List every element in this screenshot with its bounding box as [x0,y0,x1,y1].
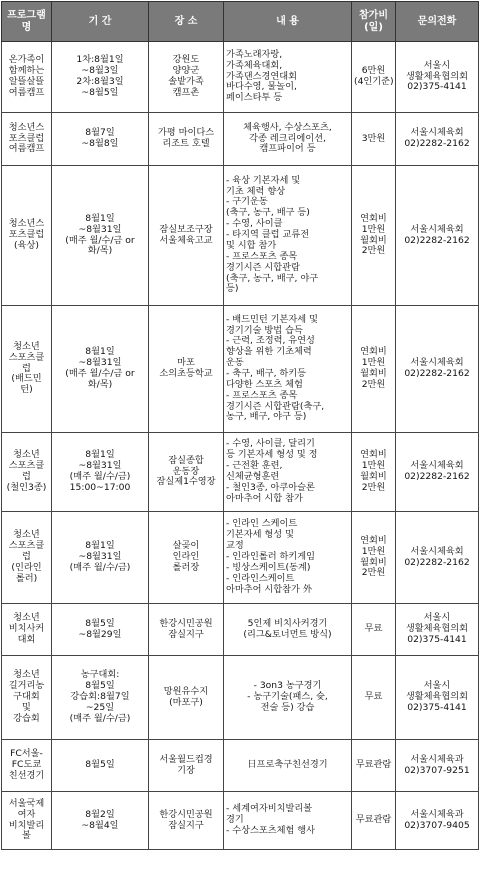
program-name: 청소년 스포츠클 럽 (철인3종) [2,433,52,512]
program-table [1,1,479,850]
contact-cell: 서울시 생활체육협의회 02)375-4141 [396,42,479,113]
contact-cell: 서울시체육회 02)2282-2162 [396,306,479,433]
table-row [2,306,479,433]
fee-cell: 연회비 1만원 월회비 2만원 [352,512,396,604]
fee-cell: 무료관람 [352,792,396,850]
header-program: 프로그램명 [2,2,52,42]
period-cell: 8월7일 ~8월8일 [52,113,149,166]
table-row [2,792,479,850]
period-cell: 8월1일 ~8월31일 (매주 월/수/금) [52,512,149,604]
content-cell: 日프로축구친선경기 [224,740,352,792]
content-cell: - 육상 기본자세 및 기초 체력 향상 - 구기운동 (축구, 농구, 배구 등) - 수영, 사이클 - 타지역 클럽 교류전 및 시합 참가 - 프로스포츠 종목 경기시즌 시합관람 (축구, 농구, 배구, 야구 등) [224,166,352,306]
place-cell: 한강시민공원 잠실지구 [149,792,224,850]
fee-cell: 무료관람 [352,740,396,792]
table-row [2,604,479,656]
period-cell: 8월1일 ~8월31일 (매주 월/수/금 or 화/목) [52,306,149,433]
fee-cell: 연회비 1만원 월회비 2만원 [352,306,396,433]
place-cell: 잠실보조구장 서울체육고교 [149,166,224,306]
table-row [2,512,479,604]
place-cell: 서울월드컵경 기장 [149,740,224,792]
table-row [2,42,479,113]
program-name: 청소년스 포츠클럽 여름캠프 [2,113,52,166]
program-name: 온가족이 함께하는 알뜰살뜰 여름캠프 [2,42,52,113]
content-cell: - 인라인 스케이트 기본자세 형성 및 교정 - 인라인롤러 하키게임 - 빙상스케이트(동계) - 인라인스케이트 아마추어 시합참가 外 [224,512,352,604]
period-cell: 1차:8월1일 ~8월3일 2차:8월3일 ~8월5일 [52,42,149,113]
contact-cell: 서울시체육회 02)2282-2162 [396,512,479,604]
table-row [2,113,479,166]
header-content: 내 용 [224,2,352,42]
header-contact: 문의전화 [396,2,479,42]
period-cell: 8월2일 ~8월4일 [52,792,149,850]
program-name: 청소년 스포츠클 럽 (인라인 롤러) [2,512,52,604]
content-cell: - 수영, 사이클, 달리기 등 기본자세 형성 및 정 - 근전환 훈련, 신체균형훈련 - 철인3종, 아쿠아슬론 아마추어 시합 참가 [224,433,352,512]
header-fee: 참가비 (일) [352,2,396,42]
header-period: 기 간 [52,2,149,42]
fee-cell: 연회비 1만원 월회비 2만원 [352,433,396,512]
contact-cell: 서울시체육과 02)3707-9405 [396,792,479,850]
fee-cell: 3만원 [352,113,396,166]
table-row [2,166,479,306]
program-name: FC서울- FC도쿄 친선경기 [2,740,52,792]
contact-cell: 서울시체육회 02)2282-2162 [396,166,479,306]
content-cell: - 3on3 농구경기 - 농구기술(패스, 슛, 전술 등) 강습 [224,656,352,740]
content-cell: - 배드민턴 기본자세 및 경기기술 방법 습득 - 근력, 조정력, 유연성 향상을 위한 기초체력 운동 - 축구, 배구, 하키등 다양한 스포츠 체험 - 프로스포츠 종목 경기시즌 시합관람(축구, 농구, 배구, 야구 등) [224,306,352,433]
fee-cell: 무료 [352,656,396,740]
program-name: 서울국제 여자 비치발리 볼 [2,792,52,850]
table-row [2,656,479,740]
header-row [2,2,479,42]
content-cell: - 세계여자비치발리볼 경기 - 수상스포츠체험 행사 [224,792,352,850]
header-place: 장 소 [149,2,224,42]
period-cell: 8월1일 ~8월31일 (매주 월/수/금) 15:00~17:00 [52,433,149,512]
period-cell: 농구대회: 8월5일 강습회:8월7일 ~25일 (매주 월/수/금) [52,656,149,740]
period-cell: 8월5일 ~8월29일 [52,604,149,656]
program-name: 청소년스 포츠클럽 (육상) [2,166,52,306]
program-name: 청소년 길거리농 구대회 및 강습회 [2,656,52,740]
table-row [2,433,479,512]
table-row [2,740,479,792]
place-cell: 한강시민공원 잠실지구 [149,604,224,656]
place-cell: 강원도 양양군 솔밭가족 캠프촌 [149,42,224,113]
contact-cell: 서울시체육과 02)3707-9251 [396,740,479,792]
place-cell: 가평 마이다스 리조트 호텔 [149,113,224,166]
contact-cell: 서울시체육회 02)2282-2162 [396,113,479,166]
contact-cell: 서울시체육회 02)2282-2162 [396,433,479,512]
place-cell: 잠실종합 운동장 잠실제1수영장 [149,433,224,512]
period-cell: 8월5일 [52,740,149,792]
program-name: 청소년 스포츠클 럽 (배드민 턴) [2,306,52,433]
program-name: 청소년 비치사커 대회 [2,604,52,656]
period-cell: 8월1일 ~8월31일 (매주 월/수/금 or 화/목) [52,166,149,306]
fee-cell: 연회비 1만원 월회비 2만원 [352,166,396,306]
place-cell: 마포 소의초등학교 [149,306,224,433]
content-cell: 5인제 비치사커경기 (리그&토너먼트 방식) [224,604,352,656]
place-cell: 살곶이 인라인 롤러장 [149,512,224,604]
fee-cell: 6만원 (4인기준) [352,42,396,113]
contact-cell: 서울시 생활체육협의회 02)375-4141 [396,656,479,740]
fee-cell: 무료 [352,604,396,656]
place-cell: 망원유수지 (마포구) [149,656,224,740]
content-cell: 가족노래자랑, 가족체육대회, 가족댄스경연대회 바다수영, 물놀이, 페이스타투 등 [224,42,352,113]
contact-cell: 서울시 생활체육협의회 02)375-4141 [396,604,479,656]
content-cell: 체육행사, 수상스포츠, 각종 레크리에이션, 캠프파이어 등 [224,113,352,166]
